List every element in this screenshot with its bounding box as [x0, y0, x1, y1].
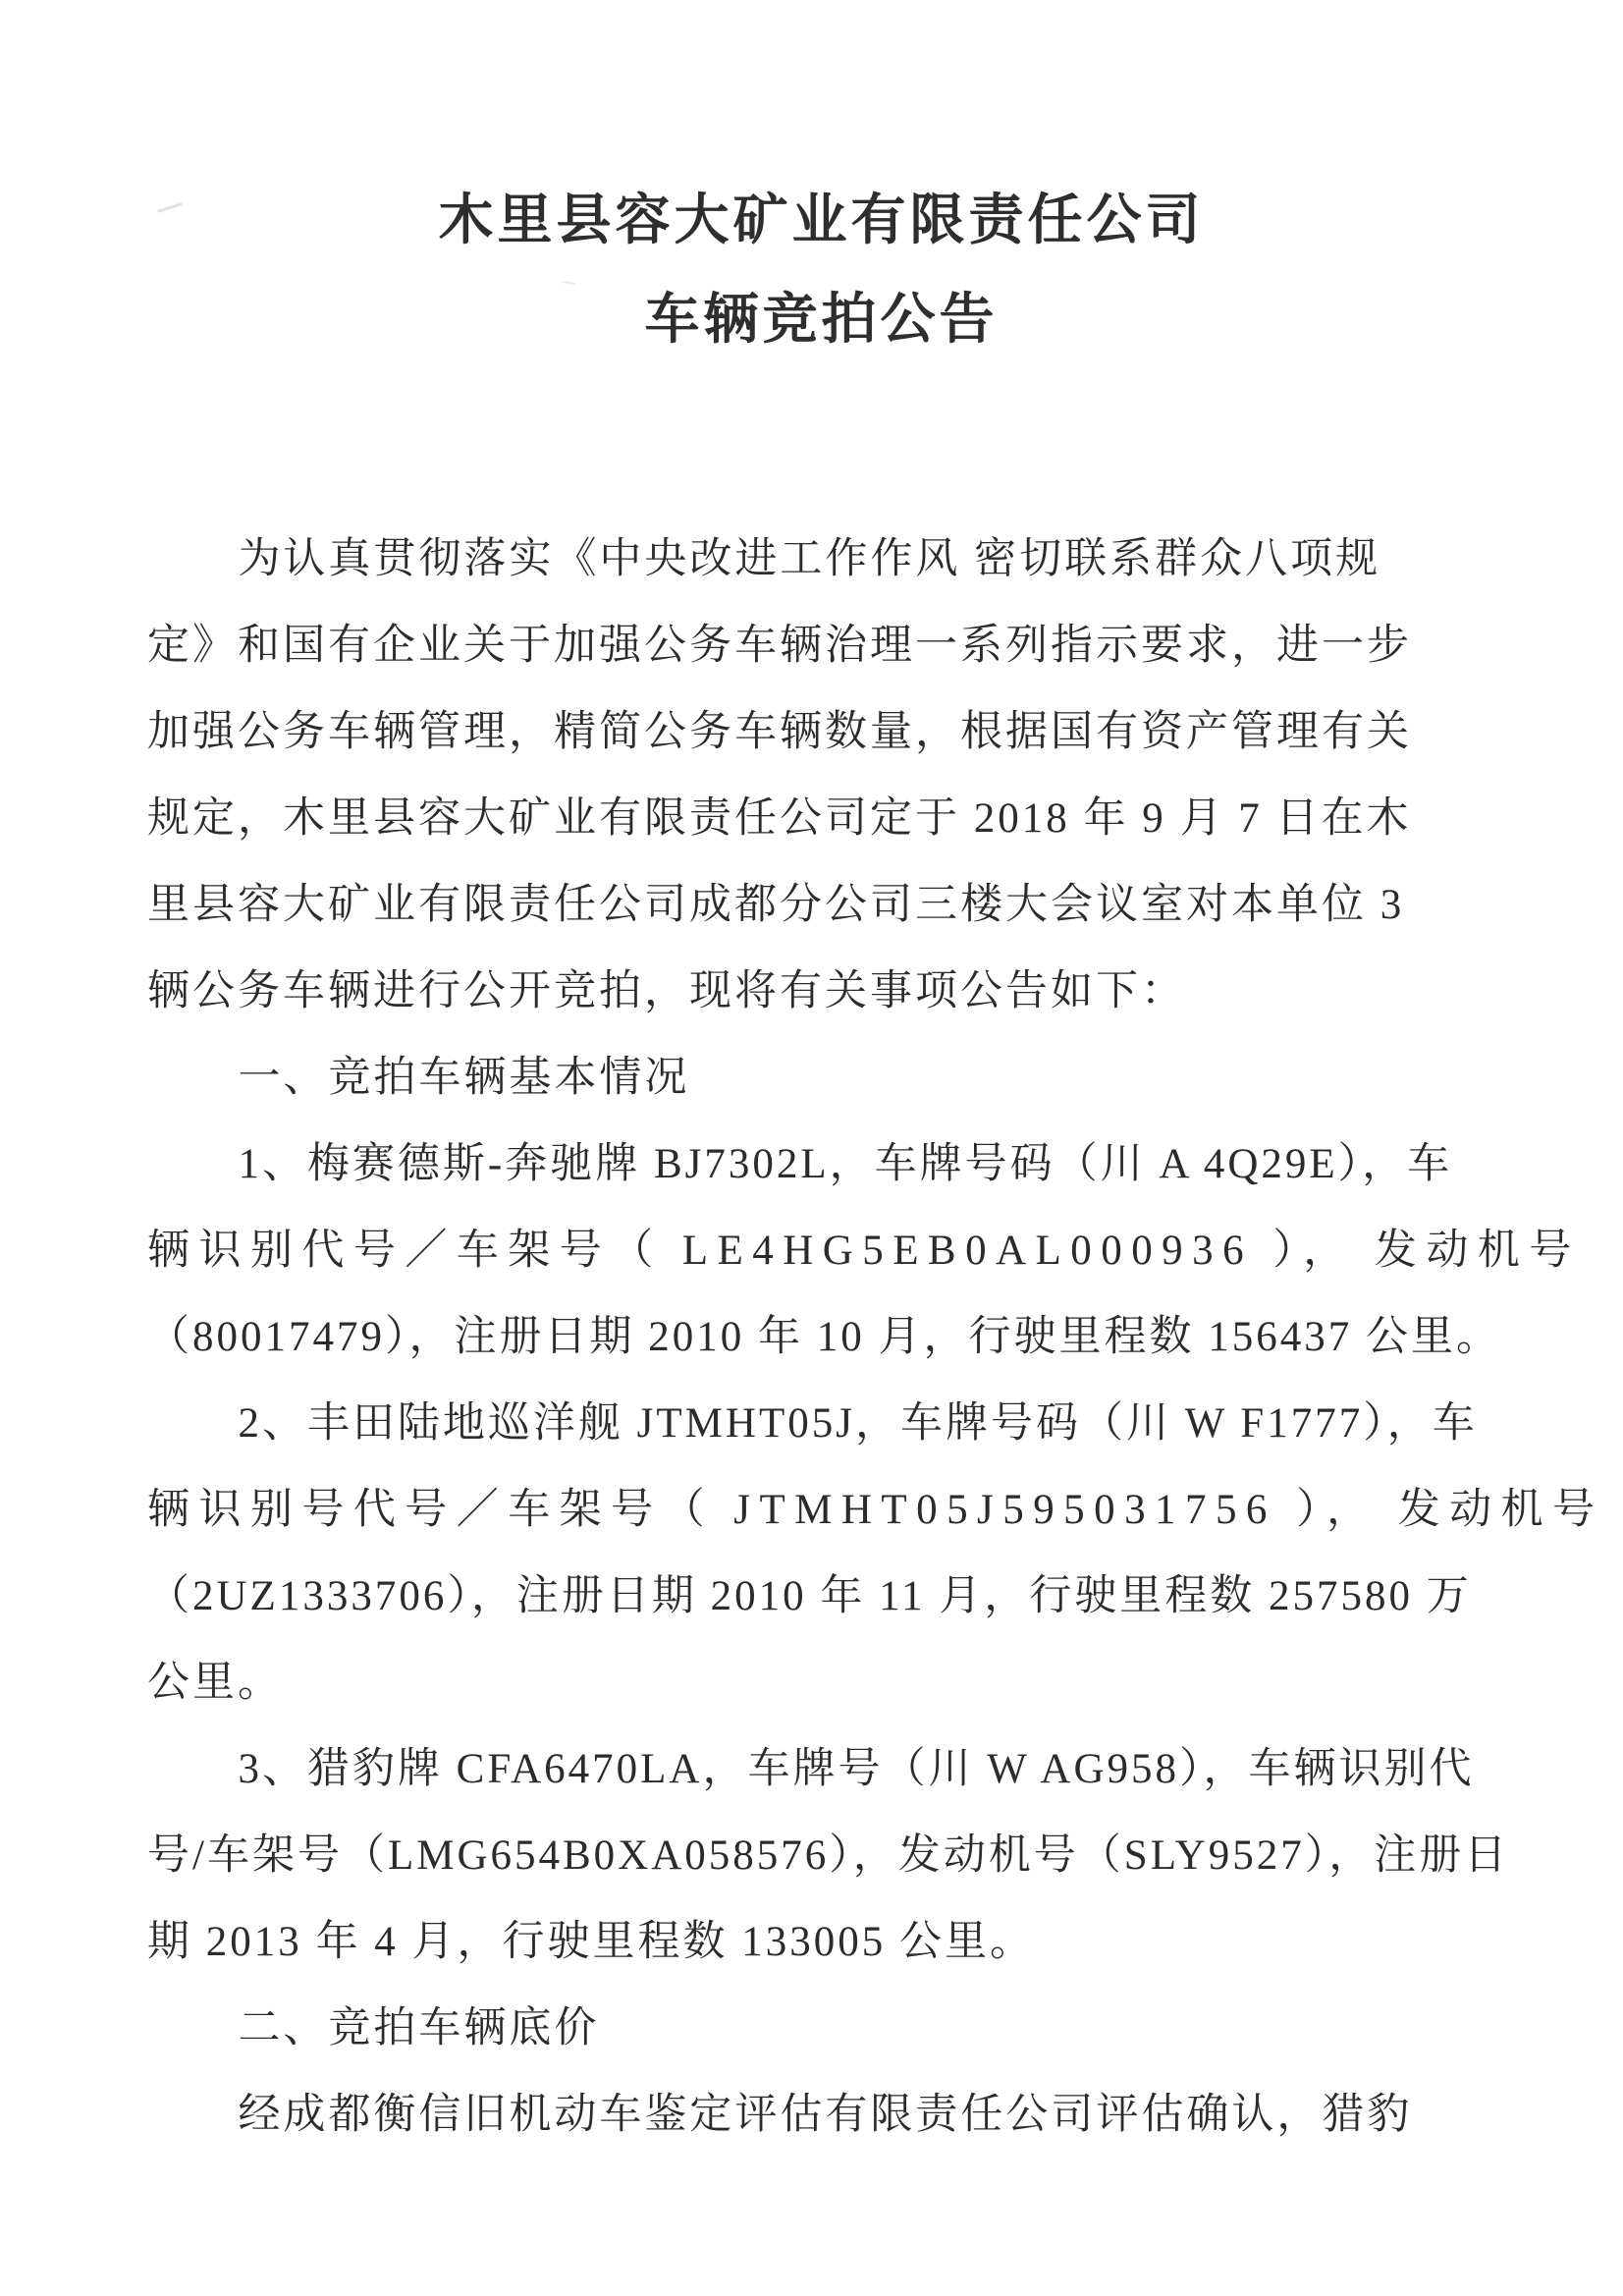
document-title-line2: 车辆竞拍公告 [644, 290, 999, 352]
text-line: 里县容大矿业有限责任公司成都分公司三楼大会议室对本单位 3 [147, 882, 1405, 929]
text-line: 号/车架号（LMG654B0XA058576），发动机号（SLY9527），注册日 [147, 1832, 1510, 1880]
text-line: 公里。 [147, 1660, 283, 1707]
text-line: 辆公务车辆进行公开竞拍，现将有关事项公告如下： [147, 968, 1186, 1015]
text-line: （80017479），注册日期 2010 年 10 月，行驶里程数 156437 公里。 [147, 1314, 1501, 1361]
text-line: 定》和国有企业关于加强公务车辆治理一系列指示要求，进一步 [147, 623, 1412, 670]
text-line: 规定，木里县容大矿业有限责任公司定于 2018 年 9 月 7 日在木 [147, 795, 1412, 843]
document-body [147, 517, 1604, 2159]
text-line: 一、竞拍车辆基本情况 [238, 1055, 690, 1102]
text-line: 期 2013 年 4 月，行驶里程数 133005 公里。 [147, 1919, 1035, 1966]
text-line: 1、梅赛德斯-奔驰牌 BJ7302L，车牌号码（川 A 4Q29E），车 [238, 1141, 1453, 1188]
text-line: 2、丰田陆地巡洋舰 JTMHT05J，车牌号码（川 W F1777），车 [238, 1400, 1478, 1448]
scan-artifact [562, 281, 575, 285]
text-line: （2UZ1333706），注册日期 2010 年 11 月，行驶里程数 257580 万 [147, 1573, 1472, 1620]
document-title-line1: 木里县容大矿业有限责任公司 [438, 191, 1205, 251]
text-line: 二、竞拍车辆底价 [238, 2005, 600, 2052]
text-line: 为认真贯彻落实《中央改进工作作风 密切联系群众八项规 [238, 536, 1381, 583]
text-line: 加强公务车辆管理，精简公务车辆数量，根据国有资产管理有关 [147, 709, 1412, 756]
text-line: 辆识别代号／车架号（ LE4HG5EB0AL000936 ）， 发动机号 [147, 1228, 1581, 1275]
text-line: 经成都衡信旧机动车鉴定评估有限责任公司评估确认，猎豹 [238, 2092, 1413, 2139]
text-line: 辆识别号代号／车架号（ JTMHT05J595031756 ）， 发动机号 [147, 1487, 1604, 1534]
text-line: 3、猎豹牌 CFA6470LA，车牌号（川 W AG958），车辆识别代 [238, 1746, 1475, 1793]
